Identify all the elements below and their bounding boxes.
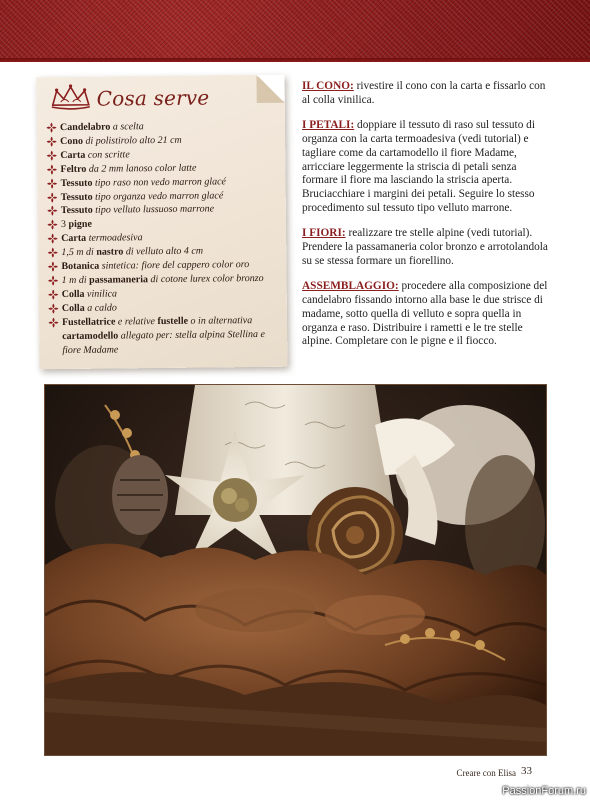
page-number: 33 [521,765,532,777]
material-text: Candelabro [59,121,111,134]
instruction-paragraph [302,119,554,215]
material-text: sintetica: fiore del cappero color oro [99,259,250,272]
fleur-bullet-icon [48,275,59,286]
magazine-name: Creare con Elisa [456,768,516,778]
fleur-bullet-icon [48,289,59,300]
fleur-bullet-icon [47,261,58,272]
material-text: Colla [61,302,85,314]
watermark: PassionForum.ru [502,785,586,797]
material-text: Carta [61,233,87,245]
material-text: termoadesiva [86,232,143,245]
material-text: Botanica [61,260,100,273]
instruction-text: rivestire il cono con la carta e fissarlo con al colla vinilica. [302,80,546,106]
material-text: pigne [68,219,92,231]
material-text: Fustellatrice [61,316,116,328]
material-text: di velluto alto 4 cm [123,245,204,258]
fleur-bullet-icon [46,164,57,175]
material-text: allegato per: stella alpina Stellina e fiore Madame [62,328,265,356]
instruction-heading: IL CONO: [302,80,354,92]
material-text: Tessuto [60,205,93,217]
materials-list [45,119,279,358]
fleur-bullet-icon [48,303,59,314]
material-text: Colla [61,288,85,300]
material-text: di polistirolo alto 21 cm [82,134,182,147]
material-text: 1,5 m di [61,246,97,259]
candelabra-photo [44,384,547,756]
instruction-paragraph [302,280,554,349]
material-text: e relative [115,315,158,328]
fleur-bullet-icon [47,233,58,244]
materials-card [36,75,287,370]
material-text: vinilica [84,288,118,300]
material-text: da 2 mm lanoso color latte [86,162,197,175]
fleur-bullet-icon [46,136,57,147]
instruction-heading: I PETALI: [302,119,355,132]
fleur-bullet-icon [46,122,57,133]
material-text: tipo velluto lussuoso marrone [92,203,215,217]
material-text: passamaneria [89,274,149,286]
material-text: Tessuto [60,191,93,203]
instruction-heading: ASSEMBLAGGIO: [302,280,399,293]
material-text: 1 m di [61,274,90,287]
instruction-text: realizzare tre stelle alpine (vedi tutorial). Prendere la passamaneria color bronzo e arrotolandola su se stessa formare un fiorellino. [302,227,548,267]
material-text: Tessuto [60,177,93,189]
instruction-text: doppiare il tessuto di raso sul tessuto di organza con la carta termoadesiva (vedi tutorial) e tagliare come da cartamodello il fiore Madame, arricciare leggermente la striscia di petali senza formare il fiore ma lasciando la striscia aperta. Bruciacchiare i margini dei petali. Seguire lo stesso procedimento sul tessuto tipo velluto marrone. [302,119,535,214]
top-fabric-band [0,0,590,62]
material-text: 3 [60,219,69,231]
material-text: tipo raso non vedo marron glacé [92,175,227,189]
instruction-paragraph [302,227,554,268]
material-item [47,313,279,357]
fleur-bullet-icon [47,219,58,230]
materials-card-header [49,81,269,113]
material-text: o in alternativa [187,314,253,327]
material-text: a caldo [84,302,117,314]
material-text: Cono [60,135,84,147]
fleur-bullet-icon [47,178,58,189]
materials-title: Cosa serve [96,85,210,111]
instruction-paragraph [302,80,554,107]
fleur-bullet-icon [47,192,58,203]
material-text: Carta [60,149,86,161]
fleur-bullet-icon [48,317,59,328]
material-text: tipo organza vedo marron glacé [92,189,224,203]
fleur-bullet-icon [46,150,57,161]
crown-icon [49,83,93,111]
material-text: fustelle [157,315,189,327]
instruction-text: procedere alla composizione del candelabro fissando intorno alla base le due strisce di madame, sotto quella di velluto e sopra quella in organza e raso. Distribuire i rametti e le tre stelle alpine. Completare con le pigne e il fiocco. [302,280,548,348]
fleur-bullet-icon [47,206,58,217]
fleur-bullet-icon [47,247,58,258]
instruction-heading: I FIORI: [302,227,346,240]
instructions-column [302,80,554,361]
material-text: cartamodello [62,330,119,342]
material-text: nastro [96,246,124,258]
material-text: a scelta [110,121,144,133]
material-text: con scritte [85,149,130,161]
material-text: Feltro [60,163,87,175]
material-text: di cotone lurex color bronzo [147,272,264,286]
